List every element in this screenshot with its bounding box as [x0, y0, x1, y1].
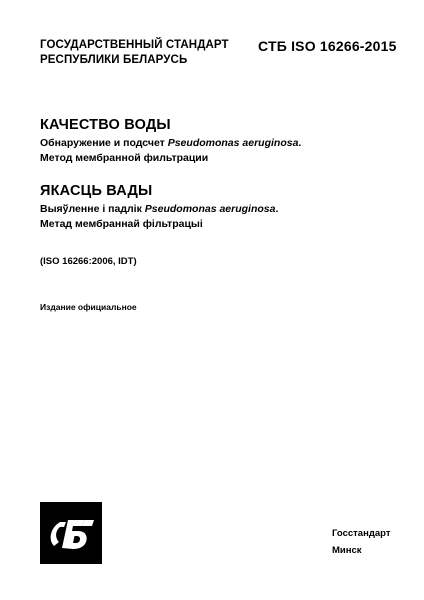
subtitle-ru-line-1	[40, 136, 301, 151]
stb-logo-icon	[40, 502, 102, 564]
title-by: ЯКАСЦЬ ВАДЫ	[40, 183, 153, 199]
subtitle-by	[40, 202, 278, 231]
authority-line-2: РЕСПУБЛИКИ БЕЛАРУСЬ	[40, 54, 188, 66]
title-ru: КАЧЕСТВО ВОДЫ	[40, 117, 171, 133]
subtitle-ru-line-2: Метод мембранной фильтрации	[40, 151, 209, 164]
subtitle-by-organism: Pseudomonas aeruginosa	[144, 203, 276, 215]
issuing-authority	[40, 38, 229, 68]
publisher-city: Минск	[332, 545, 362, 556]
subtitle-ru	[40, 136, 301, 165]
edition-note: Издание официальное	[40, 302, 137, 312]
subtitle-by-prefix: Выяўленне і падлік	[40, 203, 145, 215]
subtitle-ru-suffix: .	[298, 137, 302, 149]
authority-line-1: ГОСУДАРСТВЕННЫЙ СТАНДАРТ	[40, 39, 229, 51]
subtitle-ru-prefix: Обнаружение и подсчет	[40, 137, 168, 149]
iso-reference: (ISO 16266:2006, IDT)	[40, 256, 137, 267]
publisher-name: Госстандарт	[332, 528, 391, 539]
subtitle-ru-organism: Pseudomonas aeruginosa	[167, 137, 299, 149]
subtitle-by-line-2: Метад мембраннай фільтрацыі	[40, 217, 203, 230]
subtitle-by-line-1	[40, 202, 278, 217]
standard-code: СТБ ISO 16266-2015	[258, 38, 397, 54]
subtitle-by-suffix: .	[275, 203, 279, 215]
